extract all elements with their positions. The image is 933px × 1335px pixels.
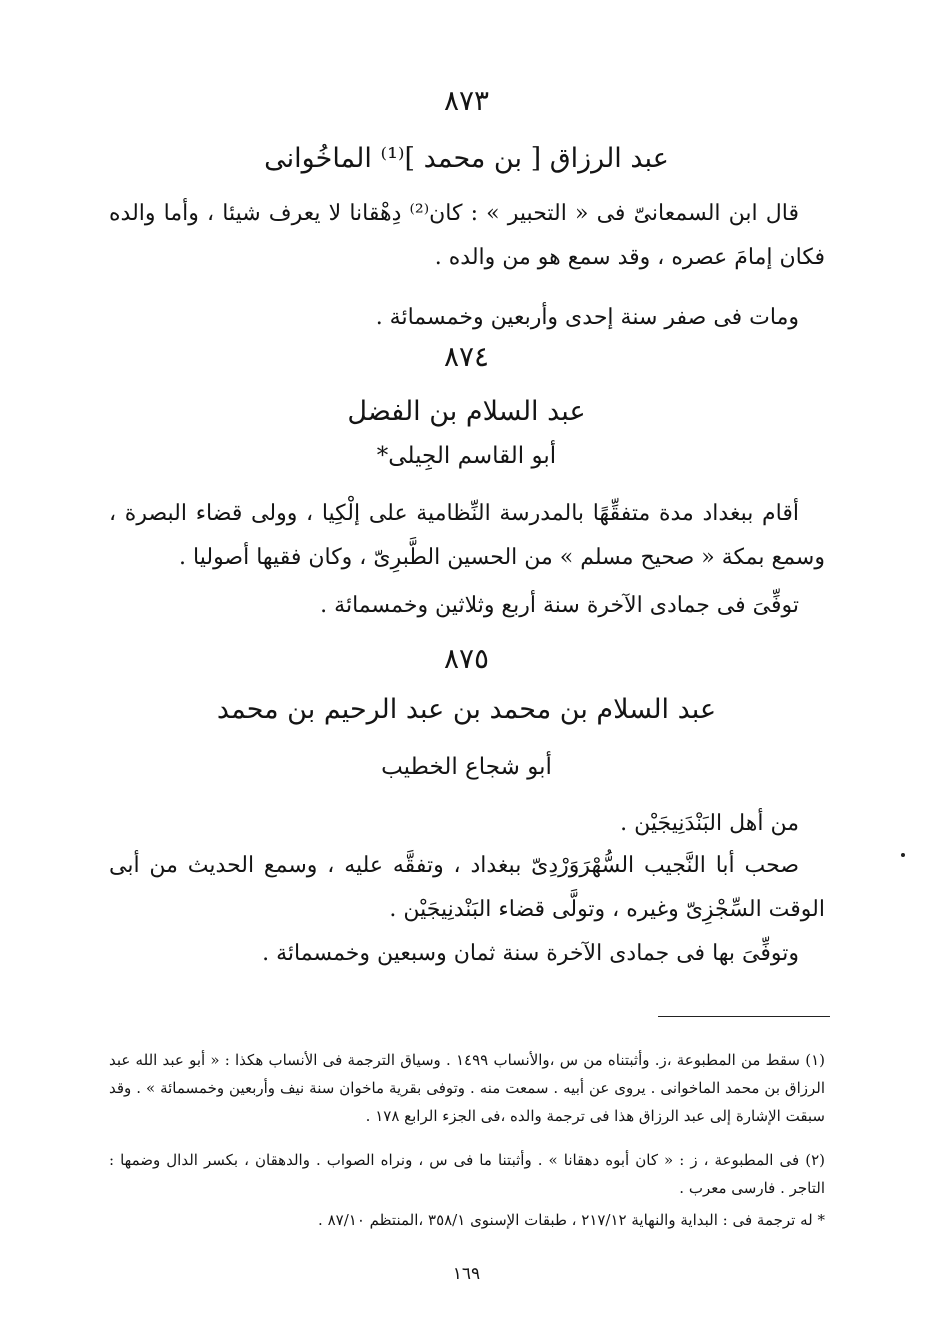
- footnote: (٢) فى المطبوعة ، ز : « كان أبوه دهقانا » . وأثبتنا ما فى س ، ونراه الصواب . والدهقان ، بكسر الدال وضمها : التاجر . فارسى معرب .: [109, 1151, 825, 1197]
- entry-paragraph: ومات فى صفر سنة إحدى وأربعين وخمسمائة .: [375, 305, 799, 330]
- entry-title: عبد السلام بن الفضل: [347, 396, 586, 427]
- entry-number: ٨٧٥: [443, 642, 490, 675]
- entry-number: ٨٧٤: [443, 340, 490, 373]
- entry-subtitle: أبو شجاع الخطيب: [381, 754, 552, 780]
- page-number: ١٦٩: [452, 1264, 481, 1284]
- entry-subtitle: أبو القاسم الجِيلى*: [376, 443, 557, 469]
- entry-title: عبد الرزاق [ بن محمد ]⁽¹⁾ الماخُوانى: [264, 143, 669, 174]
- footnote: (١) سقط من المطبوعة ،ز. وأثبتناه من س ،والأنساب ١٤٩٩ . وسياق الترجمة فى الأنساب هكذا : « أبو عبد الله عبد الرزاق بن محمد الماخوانى . يروى عن أبيه . سمعت منه . وتوفى بقرية ماخوان سنة نيف وأربعين وخمسمائة » . وقد سبقت الإشارة إلى عبد الرزاق هذا فى ترجمة والده ،فى الجزء الرابع ١٧٨ .: [109, 1051, 825, 1125]
- margin-mark: [901, 853, 905, 857]
- entry-paragraph: قال ابن السمعانىّ فى « التحبير » : كان⁽²⁾ دِهْقانا لا يعرف شيئا ، وأما والده فكان إمامَ عصره ، وقد سمع هو من والده .: [109, 201, 825, 270]
- entry-number: ٨٧٣: [443, 84, 490, 117]
- entry-paragraph: أقام ببغداد مدة متفقِّهًا بالمدرسة النِّظامية على إلْكِيا ، وولى قضاء البصرة ، وسمع بمكة « صحيح مسلم » من الحسين الطَّبرِىّ ، وكان فقيها أصوليا .: [109, 501, 825, 570]
- entry-paragraph: توفِّىَ فى جمادى الآخرة سنة أربع وثلاثين وخمسمائة .: [320, 593, 799, 618]
- footnote: * له ترجمة فى : البداية والنهاية ٢١٧/١٢ ، طبقات الإسنوى ٣٥٨/١ ،المنتظم ٨٧/١٠ .: [318, 1211, 825, 1229]
- entry-title: عبد السلام بن محمد بن عبد الرحيم بن محمد: [216, 694, 717, 725]
- footnote-separator: [658, 1016, 830, 1017]
- entry-paragraph: صحب أبا النَّجيب السُّهْرَوَرْدِىّ ببغداد ، وتفقَّه عليه ، وسمع الحديث من أبى الوقت السِّجْزِىّ وغيره ، وتولَّى قضاء البَنْدنِيجَيْن .: [109, 853, 825, 922]
- entry-paragraph: من أهل البَنْدَنِيجَيْن .: [620, 811, 799, 836]
- entry-paragraph: وتوفِّىَ بها فى جمادى الآخرة سنة ثمان وسبعين وخمسمائة .: [262, 941, 799, 966]
